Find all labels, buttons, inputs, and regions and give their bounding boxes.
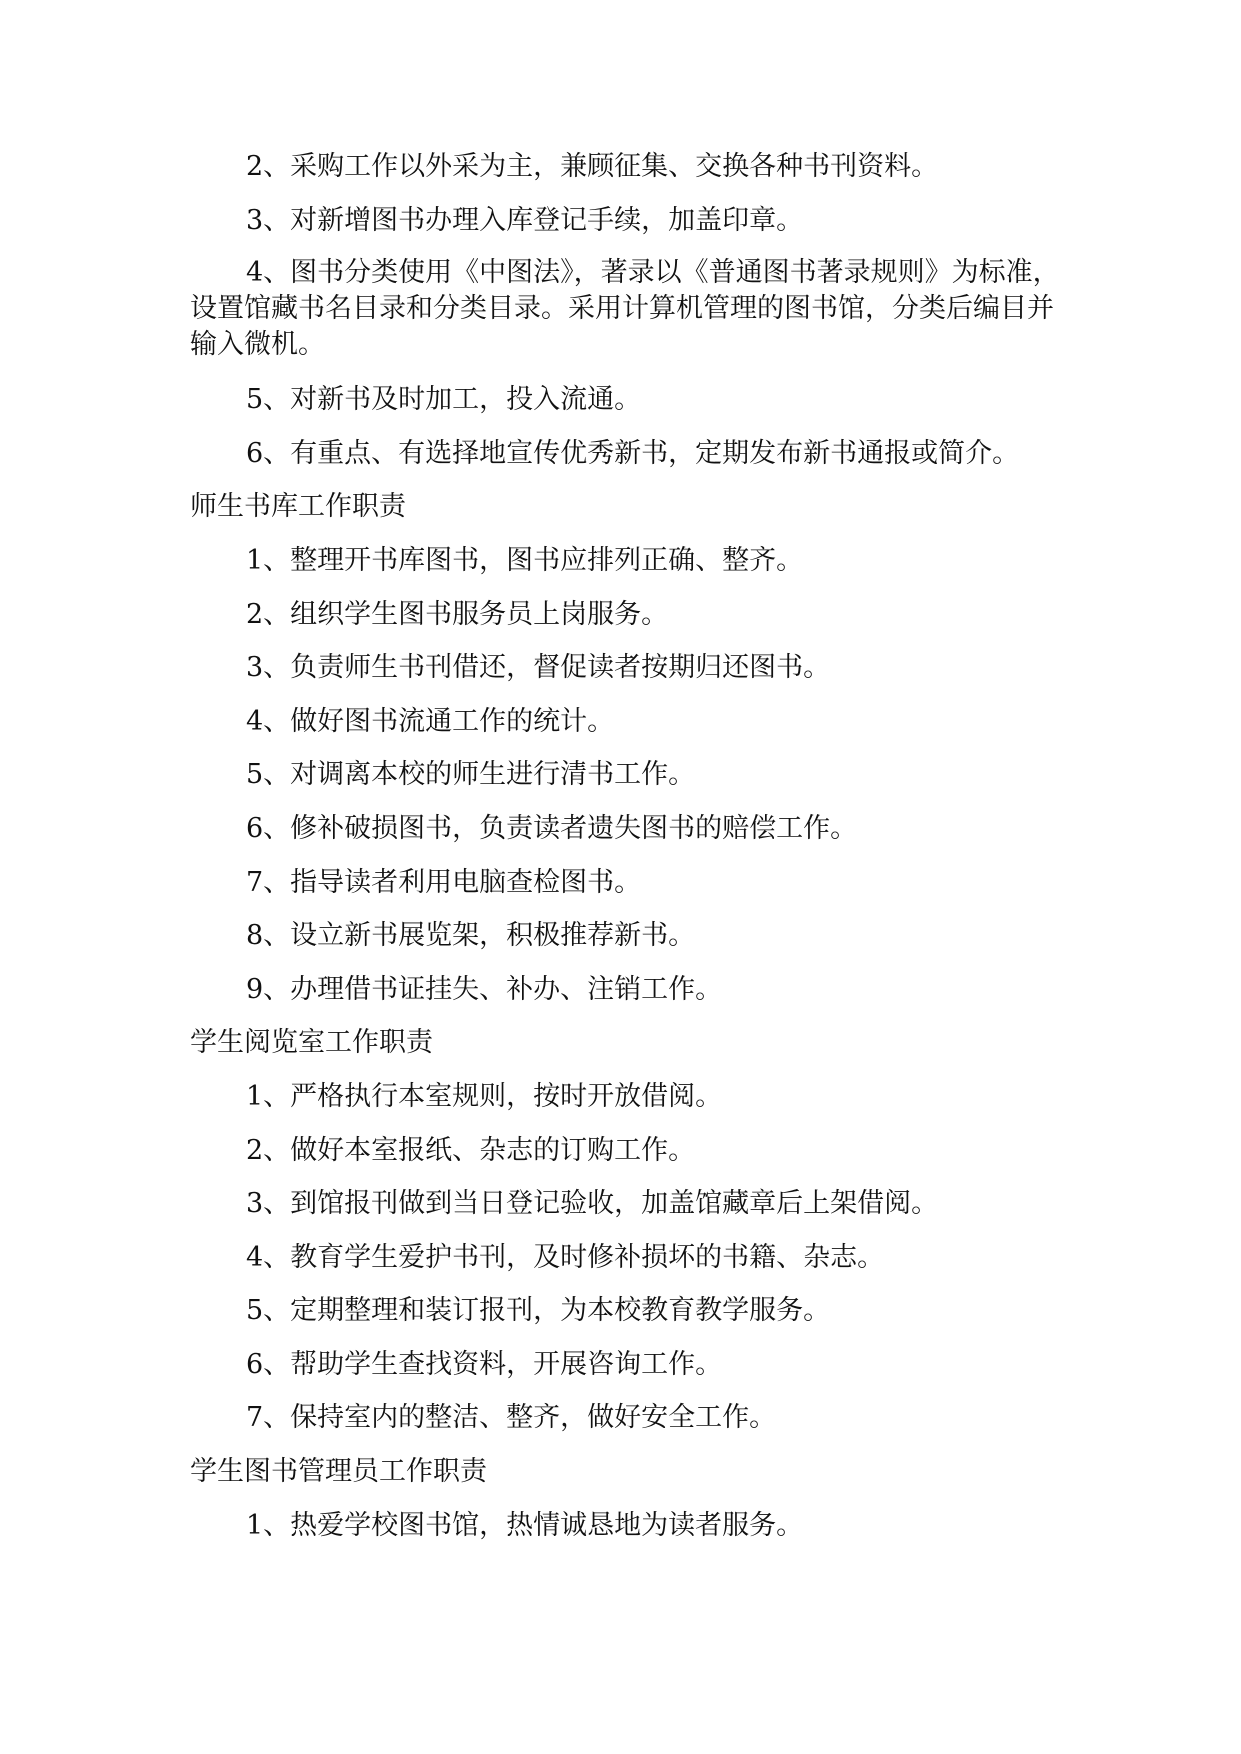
section-heading: 学生阅览室工作职责 bbox=[190, 1027, 433, 1059]
list-item: 1、严格执行本室规则，按时开放借阅。 bbox=[246, 1080, 723, 1112]
list-item: 5、对新书及时加工，投入流通。 bbox=[246, 384, 642, 416]
list-item: 7、保持室内的整洁、整齐，做好安全工作。 bbox=[246, 1402, 777, 1434]
list-item: 5、对调离本校的师生进行清书工作。 bbox=[246, 759, 696, 791]
list-item: 2、做好本室报纸、杂志的订购工作。 bbox=[246, 1134, 696, 1166]
section-heading: 学生图书管理员工作职责 bbox=[190, 1456, 487, 1488]
list-item: 5、定期整理和装订报刊，为本校教育教学服务。 bbox=[246, 1295, 831, 1327]
list-item: 3、到馆报刊做到当日登记验收，加盖馆藏章后上架借阅。 bbox=[246, 1188, 939, 1220]
list-item: 6、帮助学生查找资料，开展咨询工作。 bbox=[246, 1348, 723, 1380]
section-heading: 师生书库工作职责 bbox=[190, 491, 406, 523]
list-item: 6、有重点、有选择地宣传优秀新书，定期发布新书通报或简介。 bbox=[246, 437, 1020, 469]
list-item: 4、图书分类使用《中图法》，著录以《普通图书著录规则》为标准，设置馆藏书名目录和分类目录。采用计算机管理的图书馆，分类后编目并输入微机。 bbox=[190, 257, 1060, 361]
list-item: 6、修补破损图书，负责读者遗失图书的赔偿工作。 bbox=[246, 812, 858, 844]
list-item: 1、整理开书库图书，图书应排列正确、整齐。 bbox=[246, 544, 804, 576]
list-item: 8、设立新书展览架，积极推荐新书。 bbox=[246, 920, 696, 952]
list-item: 9、办理借书证挂失、补办、注销工作。 bbox=[246, 973, 723, 1005]
document-page bbox=[190, 140, 1060, 1552]
list-item: 3、负责师生书刊借还，督促读者按期归还图书。 bbox=[246, 652, 831, 684]
list-item: 2、采购工作以外采为主，兼顾征集、交换各种书刊资料。 bbox=[246, 151, 939, 182]
list-item: 4、教育学生爱护书刊，及时修补损坏的书籍、杂志。 bbox=[246, 1241, 885, 1273]
list-item: 3、对新增图书办理入库登记手续，加盖印章。 bbox=[246, 204, 804, 236]
list-item: 1、热爱学校图书馆，热情诚恳地为读者服务。 bbox=[246, 1509, 804, 1541]
list-item: 4、做好图书流通工作的统计。 bbox=[246, 705, 615, 737]
list-item: 2、组织学生图书服务员上岗服务。 bbox=[246, 598, 669, 630]
list-item: 7、指导读者利用电脑查检图书。 bbox=[246, 866, 642, 898]
